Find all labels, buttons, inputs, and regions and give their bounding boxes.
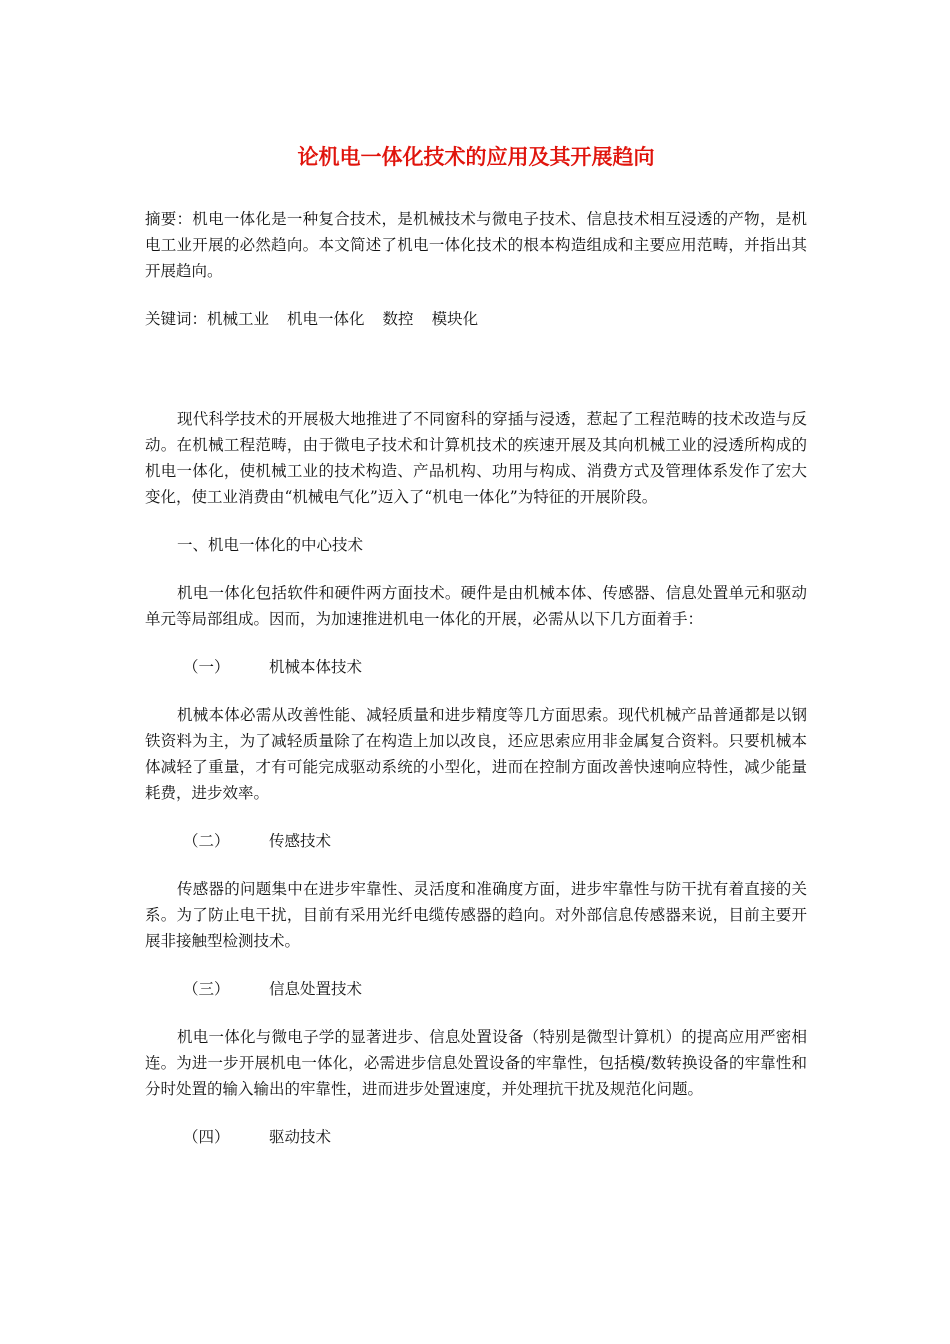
section-paragraph: 机电一体化包括软件和硬件两方面技术。硬件是由机械本体、传感器、信息处置单元和驱动单元等局部组成。因而，为加速推进机电一体化的开展，必需从以下几方面着手： bbox=[145, 584, 807, 628]
abstract: 摘要：机电一体化是一种复合技术，是机械技术与微电子技术、信息技术相互浸透的产物，是机电工业开展的必然趋向。本文简述了机电一体化技术的根本构造组成和主要应用范畴，并指出其开展趋向。 bbox=[145, 210, 807, 280]
subsection-heading bbox=[145, 654, 807, 680]
keywords bbox=[145, 306, 807, 332]
subsection-title: 驱动技术 bbox=[269, 1128, 332, 1146]
subsection-paragraph: 机械本体必需从改善性能、减轻质量和进步精度等几方面思索。现代机械产品普通都是以钢铁资料为主，为了减轻质量除了在构造上加以改良，还应思索应用非金属复合资料。只要机械本体减轻了重量，才有可能完成驱动系统的小型化，进而在控制方面改善快速响应特性，减少能量耗费，进步效率。 bbox=[145, 706, 807, 802]
keywords-label: 关键词： bbox=[145, 310, 208, 328]
subsection-heading bbox=[145, 828, 807, 854]
subsection-title: 传感技术 bbox=[269, 832, 332, 850]
subsection-paragraph: 传感器的问题集中在进步牢靠性、灵活度和准确度方面，进步牢靠性与防干扰有着直接的关系。为了防止电干扰，目前有采用光纤电缆传感器的趋向。对外部信息传感器来说，目前主要开展非接触型检测技术。 bbox=[145, 880, 807, 950]
intro-paragraph: 现代科学技术的开展极大地推进了不同窗科的穿插与浸透，惹起了工程范畴的技术改造与反动。在机械工程范畴，由于微电子技术和计算机技术的疾速开展及其向机械工业的浸透所构成的机电一体化，使机械工业的技术构造、产品机构、功用与构成、消费方式及管理体系发作了宏大变化，使工业消费由“机械电气化”迈入了“机电一体化”为特征的开展阶段。 bbox=[145, 410, 807, 506]
subsection-paragraph: 机电一体化与微电子学的显著进步、信息处置设备（特别是微型计算机）的提高应用严密相连。为进一步开展机电一体化，必需进步信息处置设备的牢靠性，包括模/数转换设备的牢靠性和分时处置的输入输出的牢靠性，进而进步处置速度，并处理抗干扰及规范化问题。 bbox=[145, 1028, 807, 1098]
subsection-number: （四） bbox=[183, 1128, 230, 1146]
subsection-title: 机械本体技术 bbox=[269, 658, 363, 676]
keyword: 机械工业 bbox=[207, 310, 270, 328]
subsection-number: （三） bbox=[183, 980, 230, 998]
document-title: 论机电一体化技术的应用及其开展趋向 bbox=[297, 144, 655, 169]
section-heading: 一、机电一体化的中心技术 bbox=[177, 536, 364, 554]
subsection-number: （一） bbox=[183, 658, 230, 676]
document-content bbox=[145, 142, 807, 1172]
subsection-number: （二） bbox=[183, 832, 230, 850]
keyword: 数控 bbox=[382, 310, 414, 328]
keyword: 模块化 bbox=[431, 310, 479, 328]
subsection-heading bbox=[145, 976, 807, 1002]
subsection-title: 信息处置技术 bbox=[269, 980, 363, 998]
subsection-heading bbox=[145, 1124, 807, 1150]
keyword: 机电一体化 bbox=[287, 310, 365, 328]
